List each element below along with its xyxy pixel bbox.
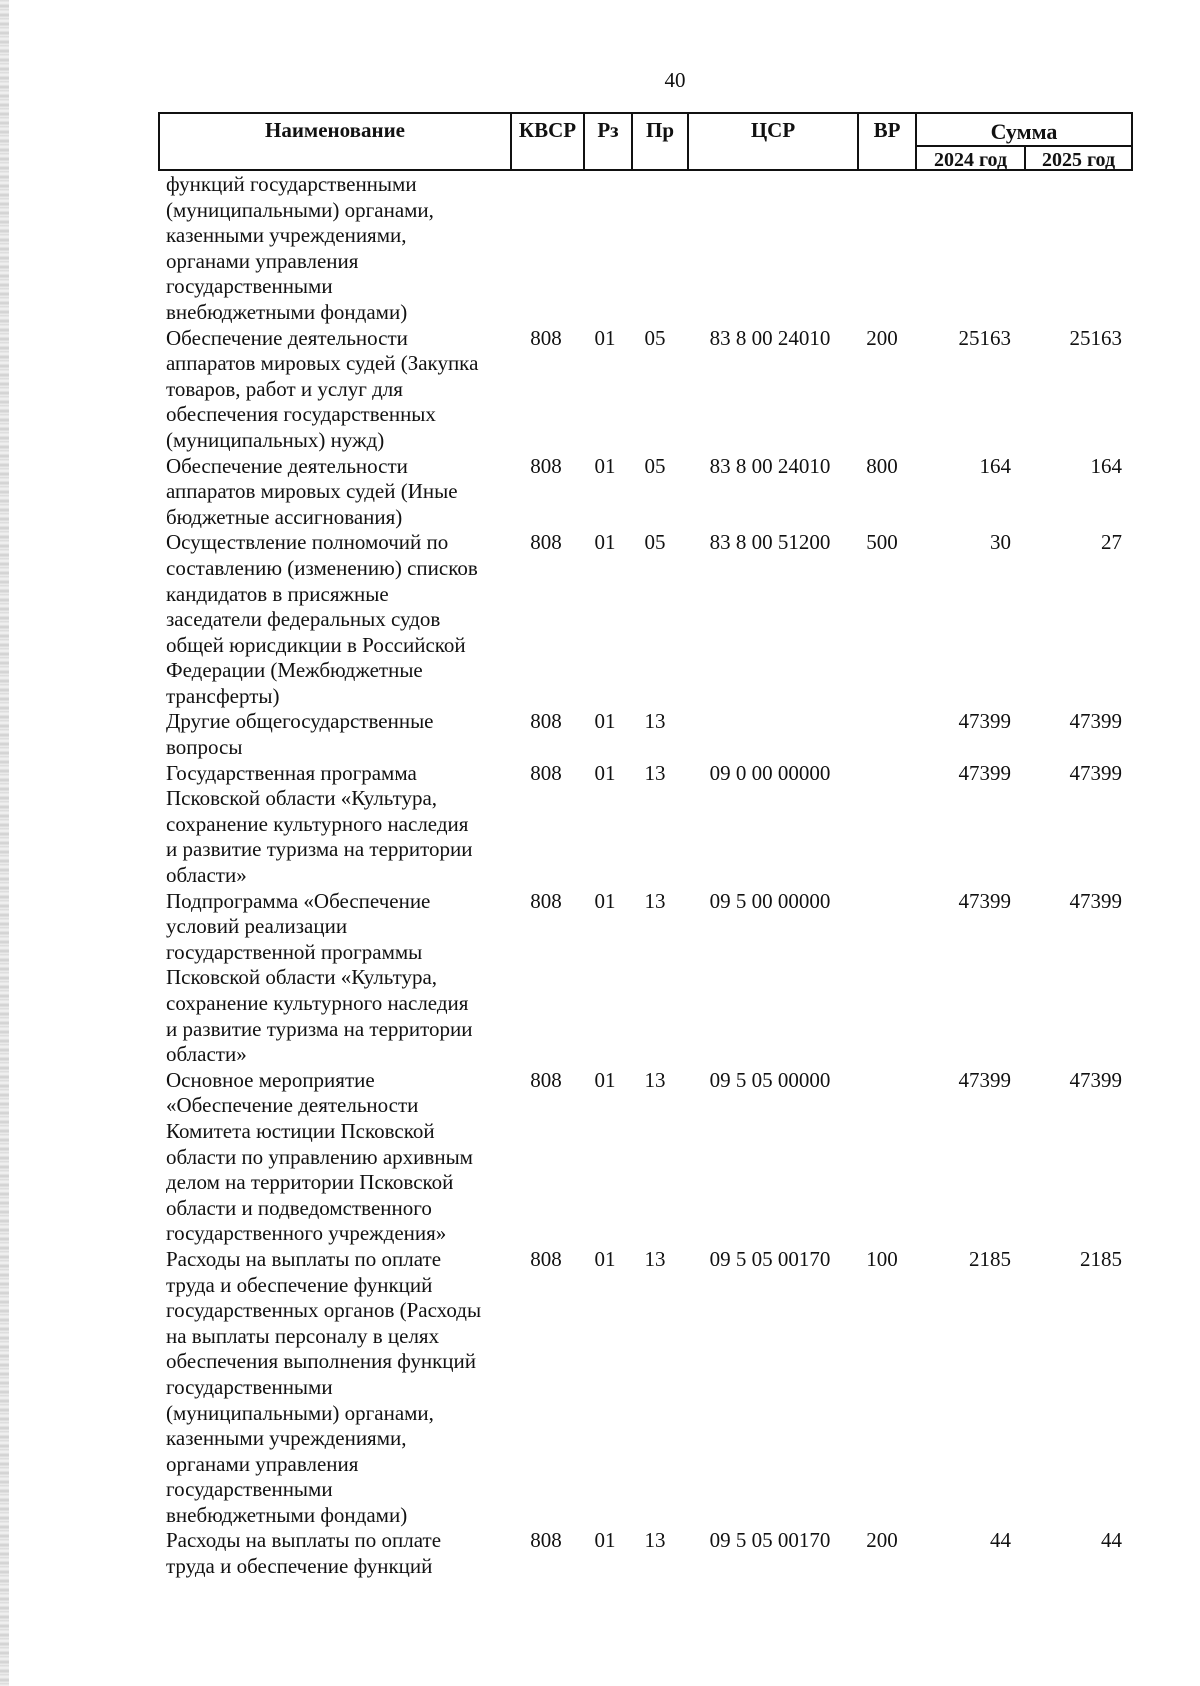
cell-rz: 01 (594, 760, 616, 785)
cell-vr: 500 (866, 530, 898, 555)
cell-kvsr: 808 (530, 709, 562, 734)
cell-rz: 01 (594, 1246, 616, 1271)
cell-pr: 13 (644, 760, 666, 785)
cell-kvsr: 808 (530, 760, 562, 785)
cell-sum-2024: 47399 (958, 888, 1011, 913)
cell-csr: 83 8 00 24010 (709, 453, 831, 478)
header-name: Наименование (160, 114, 512, 169)
cell-csr: 09 5 05 00170 (709, 1246, 831, 1271)
cell-pr: 05 (644, 325, 666, 350)
cell-kvsr: 808 (530, 1246, 562, 1271)
table-body (0, 172, 1200, 1580)
cell-sum-2025: 27 (1101, 530, 1122, 555)
cell-name: Расходы на выплаты по оплате труда и обеспечение функций государственных органов (Расходы на выплаты персоналу в целях обеспечения выполнения функций государственными (муниципальными) органами, казенными учреждениями, органами управления государственными внебюджетными фондами) (166, 1246, 482, 1527)
header-rz: Рз (585, 114, 633, 169)
cell-sum-2024: 47399 (958, 760, 1011, 785)
cell-sum-2025: 47399 (1069, 888, 1122, 913)
cell-pr: 13 (644, 1246, 666, 1271)
cell-pr: 13 (644, 1067, 666, 1092)
cell-sum-2025: 47399 (1069, 760, 1122, 785)
cell-kvsr: 808 (530, 530, 562, 555)
cell-name: Осуществление полномочий по составлению (изменению) списков кандидатов в присяжные заседатели федеральных судов общей юрисдикции в Российской Федерации (Межбюджетные трансферты) (166, 530, 478, 708)
cell-sum-2024: 25163 (958, 325, 1011, 350)
table-row (0, 1068, 1200, 1247)
cell-sum-2025: 25163 (1069, 325, 1122, 350)
cell-sum-2024: 2185 (969, 1246, 1011, 1271)
cell-csr: 09 0 00 00000 (709, 760, 831, 785)
header-pr: Пр (633, 114, 689, 169)
cell-vr: 100 (866, 1246, 898, 1271)
cell-sum-2024: 47399 (958, 709, 1011, 734)
cell-name: Обеспечение деятельности аппаратов мировых судей (Закупка товаров, работ и услуг для обеспечения государственных (муниципальных) нужд) (166, 325, 479, 452)
cell-sum-2025: 47399 (1069, 1067, 1122, 1092)
cell-vr: 200 (866, 325, 898, 350)
table-row (0, 172, 1200, 326)
header-sum: Сумма (990, 119, 1058, 144)
cell-pr: 05 (644, 530, 666, 555)
cell-csr: 09 5 05 00170 (709, 1528, 831, 1553)
table-row (0, 454, 1200, 531)
cell-rz: 01 (594, 709, 616, 734)
cell-name: Расходы на выплаты по оплате труда и обеспечение функций (166, 1528, 442, 1579)
cell-sum-2024: 47399 (958, 1067, 1011, 1092)
table-row (0, 530, 1200, 709)
cell-name: функций государственными (муниципальными) органами, казенными учреждениями, органами управления государственными внебюджетными фондами) (166, 172, 434, 324)
cell-name: Основное мероприятие «Обеспечение деятельности Комитета юстиции Псковской области по управлению архивным делом на территории Псковской области и подведомственного государственного учреждения» (166, 1067, 473, 1246)
cell-sum-2025: 47399 (1069, 709, 1122, 734)
cell-csr: 09 5 00 00000 (709, 888, 831, 913)
cell-name: Обеспечение деятельности аппаратов мировых судей (Иные бюджетные ассигнования) (166, 453, 458, 529)
cell-pr: 13 (644, 1528, 666, 1553)
cell-name: Государственная программа Псковской области «Культура, сохранение культурного наследия и развитие туризма на территории области» (166, 760, 473, 888)
cell-kvsr: 808 (530, 325, 562, 350)
cell-sum-2025: 44 (1101, 1528, 1122, 1553)
cell-kvsr: 808 (530, 1067, 562, 1092)
cell-csr: 09 5 05 00000 (709, 1067, 831, 1092)
cell-name: Другие общегосударственные вопросы (166, 709, 434, 760)
header-csr: ЦСР (689, 114, 859, 169)
cell-vr: 800 (866, 453, 898, 478)
cell-kvsr: 808 (530, 888, 562, 913)
table-row (0, 761, 1200, 889)
cell-rz: 01 (594, 453, 616, 478)
table-row (0, 1247, 1200, 1529)
cell-rz: 01 (594, 1528, 616, 1553)
cell-vr: 200 (866, 1528, 898, 1553)
page-number: 40 (664, 68, 686, 92)
table-row (0, 709, 1200, 760)
cell-csr: 83 8 00 24010 (709, 325, 831, 350)
cell-pr: 13 (644, 888, 666, 913)
header-vr: ВР (859, 114, 917, 169)
cell-rz: 01 (594, 888, 616, 913)
table-header (158, 112, 1133, 171)
cell-rz: 01 (594, 530, 616, 555)
cell-csr: 83 8 00 51200 (709, 530, 831, 555)
table-row (0, 1528, 1200, 1579)
cell-sum-2024: 164 (979, 453, 1011, 478)
table-row (0, 326, 1200, 454)
cell-rz: 01 (594, 325, 616, 350)
cell-sum-2025: 164 (1090, 453, 1122, 478)
cell-sum-2024: 30 (990, 530, 1011, 555)
table-row (0, 889, 1200, 1068)
cell-kvsr: 808 (530, 1528, 562, 1553)
cell-rz: 01 (594, 1067, 616, 1092)
header-years (917, 145, 1131, 169)
header-kvsr: КВСР (512, 114, 585, 169)
cell-sum-2024: 44 (990, 1528, 1011, 1553)
cell-name: Подпрограмма «Обеспечение условий реализации государственной программы Псковской области «Культура, сохранение культурного наследия и развитие туризма на территории области» (166, 888, 473, 1067)
cell-kvsr: 808 (530, 453, 562, 478)
cell-sum-2025: 2185 (1080, 1246, 1122, 1271)
cell-pr: 05 (644, 453, 666, 478)
cell-pr: 13 (644, 709, 666, 734)
header-year-2024: 2024 год (917, 147, 1026, 169)
header-year-2025: 2025 год (1041, 149, 1116, 171)
